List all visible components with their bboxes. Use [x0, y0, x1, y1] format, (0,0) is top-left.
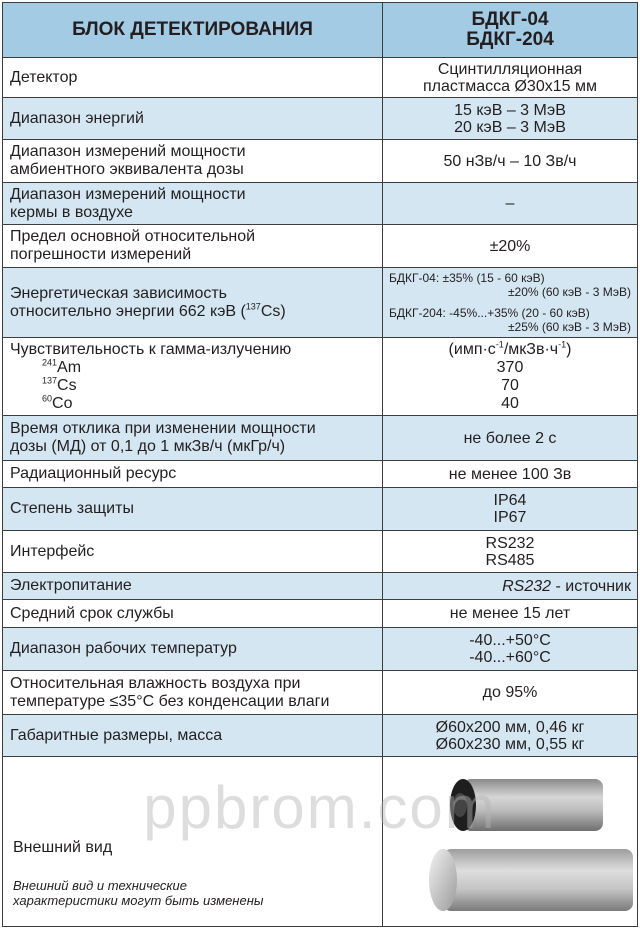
value-line: IP64 [493, 492, 527, 509]
value-line: БДКГ-04: ±35% (15 - 60 кэВ) [389, 271, 545, 285]
row-label [3, 225, 383, 267]
unit-exponent: -1 [558, 339, 567, 350]
row-value: не менее 100 Зв [448, 465, 572, 483]
row-label [3, 183, 383, 224]
row-label [3, 671, 383, 714]
isotope-element: Am [57, 358, 82, 376]
value-line: 20 кэВ – 3 МэВ [454, 118, 566, 136]
row-value [383, 715, 637, 756]
isotope-element: Co [52, 394, 73, 412]
row-label [3, 140, 383, 182]
row-value: 50 нЗв/ч – 10 Зв/ч [443, 152, 577, 170]
row-label: Радиационный ресурс [3, 461, 383, 487]
detector-unit-lower [429, 849, 633, 911]
row-ambient-dose [3, 140, 637, 183]
row-label: Диапазон рабочих температур [3, 628, 383, 670]
value-line: -40...+60°C [469, 649, 551, 666]
model-bdkg-04: БДКГ-04 [471, 9, 549, 30]
label-line: Энергетическая зависимость [10, 284, 228, 302]
row-value: до 95% [482, 684, 538, 701]
label-line: Чувствительность к гамма-излучению [10, 340, 292, 358]
row-appearance [3, 757, 637, 926]
label-line [10, 303, 382, 321]
label-line: Время отклика при изменении мощности [10, 420, 316, 437]
value-line: 15 кэВ – 3 МэВ [454, 101, 566, 119]
sensitivity-value: 70 [501, 376, 519, 394]
label-line: дозы (МД) от 0,1 до 1 мкЗв/ч (мкГр/ч) [10, 438, 286, 455]
row-humidity [3, 671, 637, 715]
isotope-mass: 137 [245, 301, 261, 312]
row-value: не менее 15 лет [449, 605, 571, 622]
label-text: Cs) [260, 302, 286, 320]
note-line: Внешний вид и технические [13, 878, 188, 893]
label-line: амбиентного эквивалента дозы [10, 161, 244, 178]
row-dimensions [3, 715, 637, 757]
row-temperature [3, 628, 637, 671]
row-value [383, 58, 637, 97]
value-line: IP67 [493, 509, 527, 526]
row-value [383, 98, 637, 139]
isotope-co [10, 395, 382, 413]
row-value: не более 2 с [463, 429, 557, 447]
row-energy-dependence [3, 268, 637, 338]
value-line: Ø60x230 мм, 0,55 кг [435, 735, 585, 753]
label-line: Относительная влажность воздуха при [10, 674, 301, 692]
row-value: – [505, 195, 515, 212]
isotope-element: Cs [57, 376, 77, 394]
row-radiation-resource [3, 461, 637, 488]
row-label: Диапазон энергий [3, 98, 383, 139]
label-line: погрешности измерений [10, 246, 192, 263]
spec-table [2, 2, 638, 927]
value-line: БДКГ-204: -45%...+35% (20 - 60 кэВ) [389, 306, 590, 320]
row-value: ±20% [489, 237, 531, 255]
unit-text: ) [566, 340, 572, 358]
row-value [383, 628, 637, 670]
value-line: Ø60x200 мм, 0,46 кг [435, 718, 585, 736]
unit-text: /мкЗв·ч [503, 340, 559, 358]
value-line [502, 578, 631, 595]
value-line: пластмасса Ø30x15 мм [423, 77, 597, 95]
isotope-cs [10, 377, 382, 395]
row-protection [3, 488, 637, 531]
power-interface: RS232 [502, 577, 552, 595]
header-title: БЛОК ДЕТЕКТИРОВАНИЯ [3, 3, 383, 57]
row-power [3, 573, 637, 600]
row-interface [3, 531, 637, 573]
row-label [3, 757, 383, 926]
label-line: Внешний вид [13, 839, 113, 856]
detector-unit-upper [450, 779, 603, 831]
disclaimer-note [13, 878, 382, 908]
label-line: температуре ≤35°C без конденсации влаги [10, 692, 330, 710]
value-line: -40...+50°C [469, 632, 551, 649]
row-label [3, 338, 383, 415]
row-energy-range [3, 98, 637, 140]
row-label: Электропитание [3, 573, 383, 599]
value-line: ±25% (60 кэВ - 3 МэВ) [507, 320, 631, 334]
value-line: RS485 [485, 551, 535, 569]
isotope-am [10, 359, 382, 377]
row-lifetime [3, 600, 637, 628]
row-label: Интерфейс [3, 531, 383, 572]
row-value [383, 488, 637, 530]
label-line: Предел основной относительной [10, 228, 256, 245]
note-line: характеристики могут быть изменены [13, 893, 264, 908]
power-source: - источник [551, 577, 631, 595]
row-value [383, 573, 637, 599]
value-line: ±20% (60 кэВ - 3 МэВ) [507, 285, 631, 299]
row-label: Габаритные размеры, масса [3, 715, 383, 756]
sensitivity-value: 370 [496, 358, 524, 376]
table-header [3, 3, 637, 58]
row-label: Детектор [3, 58, 383, 97]
row-value [383, 531, 637, 572]
header-models [383, 3, 637, 57]
label-line: Диапазон измерений мощности [10, 143, 246, 160]
row-label: Средний срок службы [3, 600, 383, 627]
sensitivity-unit [449, 341, 572, 359]
row-label [3, 268, 383, 337]
product-photo-cell [383, 757, 637, 926]
isotope-mass: 137 [42, 375, 58, 386]
unit-exponent: -1 [495, 339, 504, 350]
label-text: относительно энергии 662 кэВ ( [10, 302, 246, 320]
row-response-time [3, 416, 637, 461]
value-line: RS232 [485, 534, 535, 552]
row-label: Степень защиты [3, 488, 383, 530]
label-line: Диапазон измерений мощности [10, 185, 246, 203]
row-error-limit [3, 225, 637, 268]
row-value [383, 338, 637, 415]
row-kerma [3, 183, 637, 225]
watermark: ppbrom.com [143, 774, 497, 841]
sensitivity-value: 40 [501, 394, 519, 412]
model-bdkg-204: БДКГ-204 [466, 29, 554, 50]
unit-text: (имп·с [448, 340, 496, 358]
row-label [3, 416, 383, 460]
value-line: Сцинтилляционная [437, 60, 583, 78]
row-detector [3, 58, 637, 98]
row-sensitivity [3, 338, 637, 416]
product-photo [383, 757, 637, 926]
row-value [383, 268, 637, 337]
label-line: кермы в воздухе [10, 203, 133, 221]
isotope-mass: 241 [42, 357, 58, 368]
isotope-mass: 60 [42, 393, 53, 404]
